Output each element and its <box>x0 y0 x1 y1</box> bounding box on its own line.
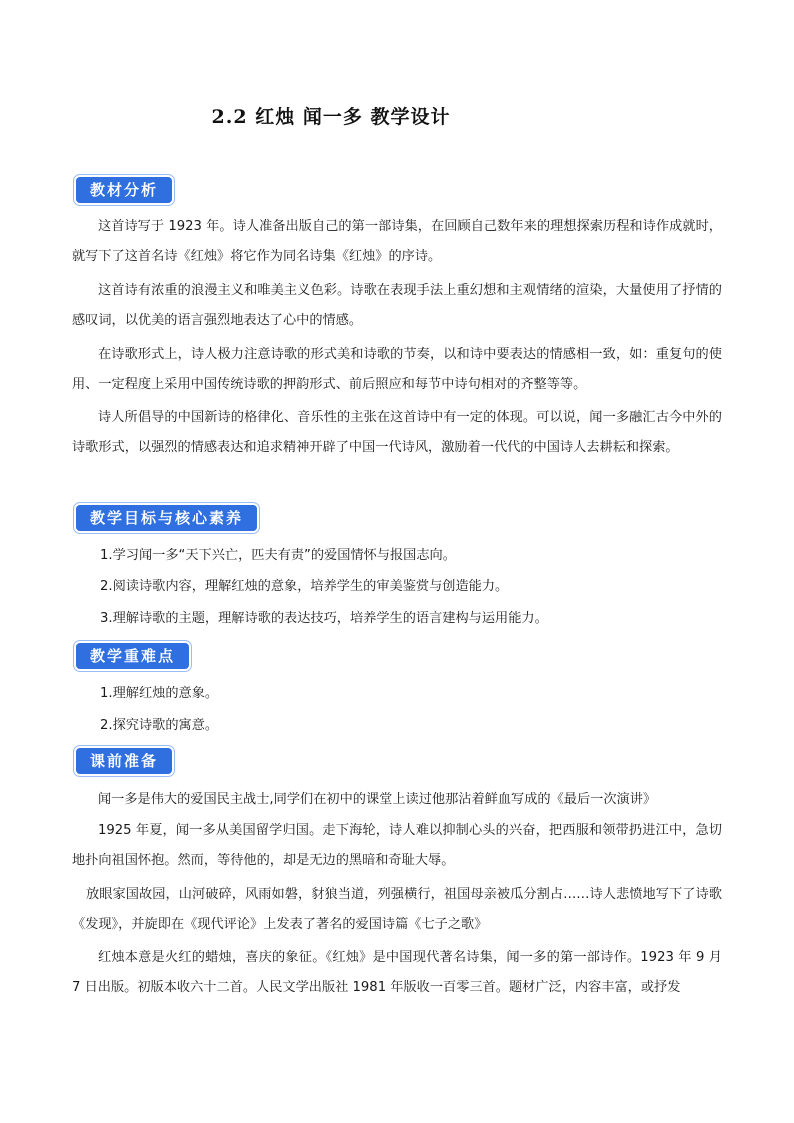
page-title: 2.2 红烛 闻一多 教学设计 <box>211 106 451 128</box>
goal-item: 3.理解诗歌的主题，理解诗歌的表达技巧，培养学生的语言建构与运用能力。 <box>100 611 548 626</box>
preparation-paragraph-3: 放眼家国故园，山河破碎，风雨如磐，豺狼当道，列强横行，祖国母亲被瓜分割占……诗人悲愤地写下了诗歌《发现》，并旋即在《现代评论》上发表了著名的爱国诗篇《七子之歌》 <box>72 887 722 932</box>
key-point-item: 2.探究诗歌的寓意。 <box>100 718 219 733</box>
section-heading-key-points: 教学重难点 <box>76 643 189 669</box>
preparation-paragraph-1: 闻一多是伟大的爱国民主战士,同学们在初中的课堂上读过他那沾着鲜血写成的《最后一次演讲》 <box>98 792 657 807</box>
analysis-paragraph-1: 这首诗写于 1923 年。诗人准备出版自己的第一部诗集，在回顾自己数年来的理想探索历程和诗作成就时，就写下了这首名诗《红烛》将它作为同名诗集《红烛》的序诗。 <box>72 219 722 264</box>
analysis-paragraph-4: 诗人所倡导的中国新诗的格律化、音乐性的主张在这首诗中有一定的体现。可以说，闻一多融汇古今中外的诗歌形式，以强烈的情感表达和追求精神开辟了中国一代诗风，激励着一代代的中国诗人去耕耘和探索。 <box>72 410 722 455</box>
goal-item: 2.阅读诗歌内容，理解红烛的意象，培养学生的审美鉴赏与创造能力。 <box>100 579 509 594</box>
section-heading-preparation: 课前准备 <box>76 748 172 774</box>
preparation-paragraph-4: 红烛本意是火红的蜡烛，喜庆的象征。《红烛》是中国现代著名诗集，闻一多的第一部诗作。1923 年 9 月 7 日出版。初版本收六十二首。人民文学出版社 1981 年版收一百零三首。题材广泛，内容丰富，或抒发 <box>72 950 722 995</box>
section-heading-analysis: 教材分析 <box>76 177 172 203</box>
analysis-paragraph-3: 在诗歌形式上，诗人极力注意诗歌的形式美和诗歌的节奏，以和诗中要表达的情感相一致，如：重复句的使用、一定程度上采用中国传统诗歌的押韵形式、前后照应和每节中诗句相对的齐整等等。 <box>72 347 722 392</box>
goal-item: 1.学习闻一多“天下兴亡，匹夫有责”的爱国情怀与报国志向。 <box>100 548 456 563</box>
section-heading-goals: 教学目标与核心素养 <box>76 505 257 531</box>
key-point-item: 1.理解红烛的意象。 <box>100 686 219 701</box>
preparation-paragraph-2: 1925 年夏，闻一多从美国留学归国。走下海轮，诗人难以抑制心头的兴奋，把西服和领带扔进江中，急切地扑向祖国怀抱。然而，等待他的，却是无边的黑暗和奇耻大辱。 <box>72 823 722 868</box>
analysis-paragraph-2: 这首诗有浓重的浪漫主义和唯美主义色彩。诗歌在表现手法上重幻想和主观情绪的渲染，大量使用了抒情的感叹词，以优美的语言强烈地表达了心中的情感。 <box>72 283 722 328</box>
